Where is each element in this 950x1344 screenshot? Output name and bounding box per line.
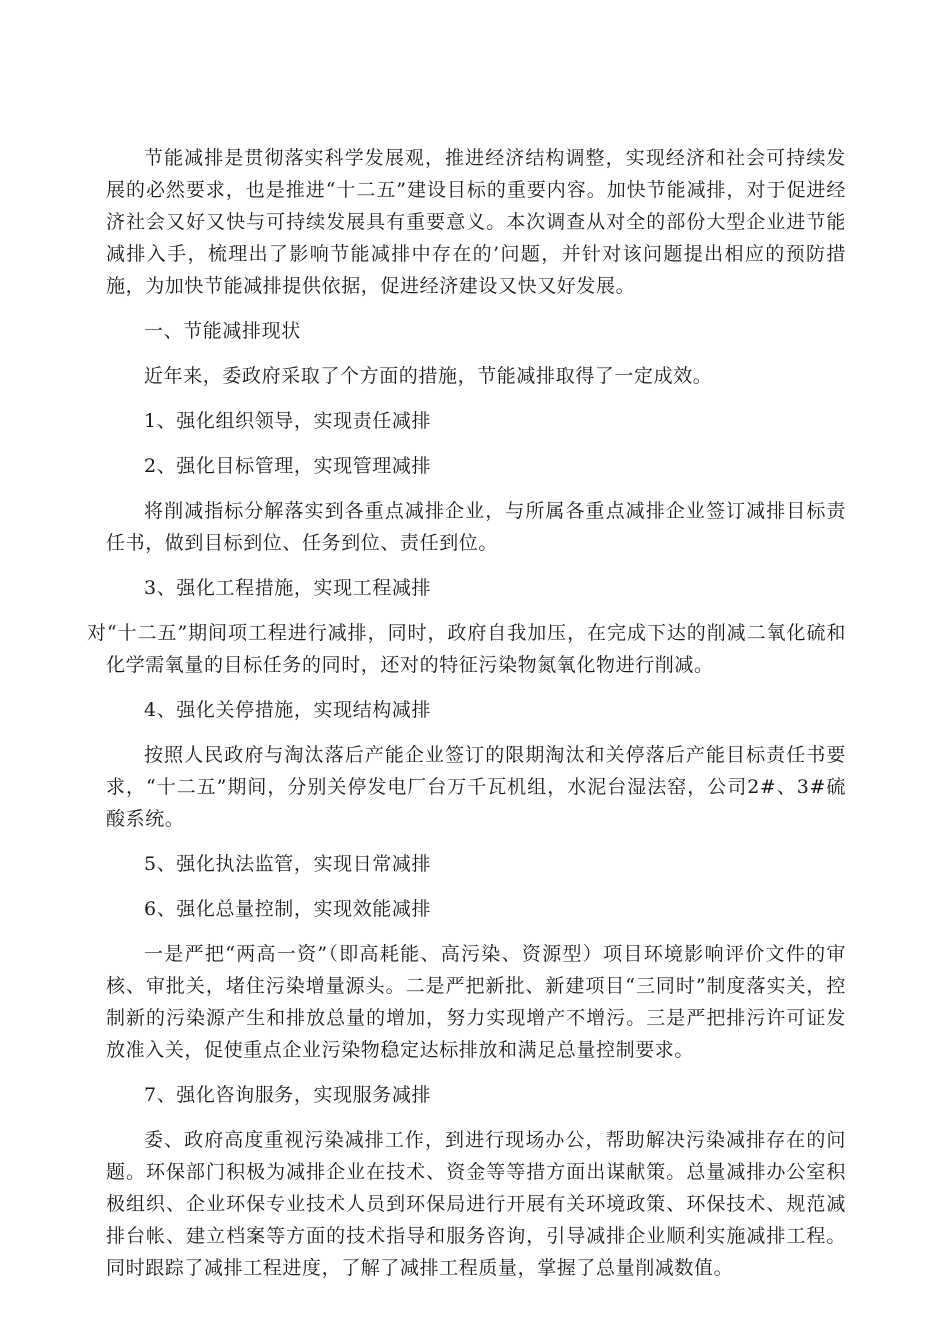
paragraph: 对“十二五”期间项工程进行减排，同时，政府自我加压，在完成下达的削减二氧化硫和化学需氧量的目标任务的同时，还对的特征污染物氮氧化物进行削减。 (87, 622, 846, 676)
section-heading: 一、节能减排现状 (144, 320, 301, 342)
subheading: 5、强化执法监管，实现日常减排 (144, 853, 432, 875)
subheading: 3、强化工程措施，实现工程减排 (144, 577, 432, 599)
subheading: 7、强化咨询服务，实现服务减排 (144, 1084, 432, 1106)
paragraph: 一是严把“两高一资”（即高耗能、高污染、资源型）项目环境影响评价文件的审核、审批关，堵住污染增量源头。二是严把新批、新建项目“三同时”制度落实关，控制新的污染源产生和排放总量的增加，努力实现增产不增污。三是严把排污许可证发放准入关，促使重点企业污染物稳定达标排放和满足总量控制要求。 (106, 943, 846, 1061)
subheading: 1、强化组织领导，实现责任减排 (144, 410, 432, 432)
paragraph: 近年来，委政府采取了个方面的措施，节能减排取得了一定成效。 (144, 365, 713, 387)
subheading: 2、强化目标管理，实现管理减排 (144, 455, 432, 477)
paragraph: 按照人民政府与淘汰落后产能企业签订的限期淘汰和关停落后产能目标责任书要求，“十二五”期间，分别关停发电厂台万千瓦机组，水泥台湿法窑，公司2#、3#硫酸系统。 (106, 744, 846, 830)
intro-paragraph: 节能减排是贯彻落实科学发展观，推进经济结构调整，实现经济和社会可持续发展的必然要求，也是推进“十二五”建设目标的重要内容。加快节能减排，对于促进经济社会又好又快与可持续发展具有重要意义。本次调查从对全的部份大型企业进节能减排入手，梳理出了影响节能减排中存在的’问题，并针对该问题提出相应的预防措施，为加快节能减排提供依据，促进经济建设又快又好发展。 (106, 147, 846, 297)
paragraph: 委、政府高度重视污染减排工作，到进行现场办公，帮助解决污染减排存在的问题。环保部门积极为减排企业在技术、资金等等措方面出谋献策。总量减排办公室积极组织、企业环保专业技术人员到环保局进行开展有关环境政策、环保技术、规范减排台帐、建立档案等方面的技术指导和服务咨询，引导减排企业顺利实施减排工程。同时跟踪了减排工程进度，了解了减排工程质量，掌握了总量削减数值。 (106, 1129, 846, 1279)
paragraph: 将削减指标分解落实到各重点减排企业，与所属各重点减排企业签订减排目标责任书，做到目标到位、任务到位、责任到位。 (106, 500, 846, 554)
subheading: 6、强化总量控制，实现效能减排 (144, 898, 432, 920)
document-body (87, 142, 846, 1297)
subheading: 4、强化关停措施，实现结构减排 (144, 699, 432, 721)
